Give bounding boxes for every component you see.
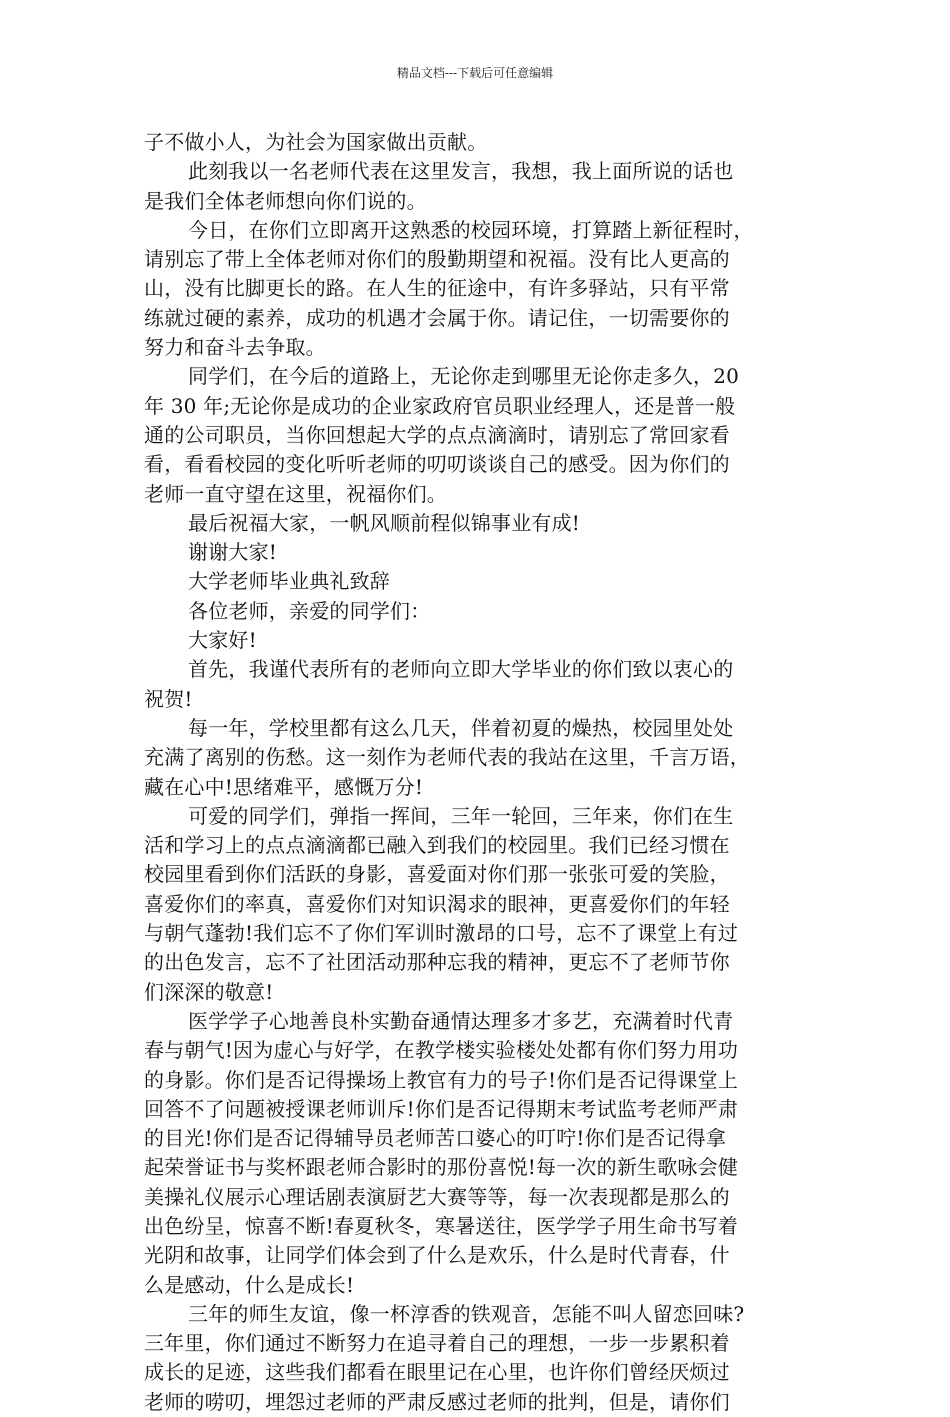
- text-line: 么是感动，什么是成长!: [144, 1272, 355, 1297]
- text-line: 请别忘了带上全体老师对你们的殷勤期望和祝福。没有比人更高的: [144, 247, 730, 272]
- text-line: 的目光!你们是否记得辅导员老师苦口婆心的叮咛!你们是否记得拿: [144, 1126, 727, 1151]
- text-line: 回答不了问题被授课老师训斥!你们是否记得期末考试监考老师严肃: [144, 1096, 739, 1121]
- text-line: 医学学子心地善良朴实勤奋通情达理多才多艺，充满着时代青: [188, 1008, 734, 1033]
- text-line: 是我们全体老师想向你们说的。: [144, 188, 427, 213]
- text-line: 充满了离别的伤愁。这一刻作为老师代表的我站在这里，千言万语，: [144, 745, 750, 770]
- text-line: 今日，在你们立即离开这熟悉的校园环境，打算踏上新征程时，: [188, 217, 754, 242]
- text-line: 喜爱你们的率真，喜爱你们对知识渴求的眼神，更喜爱你们的年轻: [144, 891, 730, 916]
- text-line: 可爱的同学们，弹指一挥间，三年一轮回，三年来，你们在生: [188, 803, 734, 828]
- text-line: 与朝气蓬勃!我们忘不了你们军训时激昂的口号，忘不了课堂上有过: [144, 921, 739, 946]
- text-line: 老师一直守望在这里，祝福你们。: [144, 481, 447, 506]
- text-line: 每一年，学校里都有这么几天，伴着初夏的燥热，校园里处处: [188, 715, 734, 740]
- text-line: 祝贺!: [144, 686, 193, 711]
- text-line: 各位老师，亲爱的同学们：: [188, 598, 431, 623]
- text-line: 的身影。你们是否记得操场上教官有力的号子!你们是否记得课堂上: [144, 1067, 739, 1092]
- text-line: 光阴和故事，让同学们体会到了什么是欢乐，什么是时代青春，什: [144, 1243, 730, 1268]
- text-line: 三年里，你们通过不断努力在追寻着自己的理想，一步一步累积着: [144, 1331, 730, 1356]
- text-line: 最后祝福大家，一帆风顺前程似锦事业有成!: [188, 510, 581, 535]
- text-line: 老师的唠叨，埋怨过老师的严肃反感过老师的批判，但是，请你们: [144, 1389, 730, 1414]
- text-line: 三年的师生友谊，像一杯淳香的铁观音，怎能不叫人留恋回味?: [188, 1301, 745, 1326]
- text-line: 山，没有比脚更长的路。在人生的征途中，有许多驿站，只有平常: [144, 276, 730, 301]
- text-line: 首先，我谨代表所有的老师向立即大学毕业的你们致以衷心的: [188, 657, 734, 682]
- text-line: 子不做小人，为社会为国家做出贡献。: [144, 130, 488, 154]
- document-body: [144, 128, 812, 1417]
- text-line: 藏在心中!思绪难平，感慨万分!: [144, 774, 424, 799]
- text-line: 活和学习上的点点滴滴都已融入到我们的校园里。我们已经习惯在: [144, 833, 730, 858]
- text-line: 春与朝气!因为虚心与好学，在教学楼实验楼处处都有你们努力用功: [144, 1038, 739, 1063]
- text-line: 此刻我以一名老师代表在这里发言，我想，我上面所说的话也: [188, 159, 734, 184]
- text-line: 同学们，在今后的道路上，无论你走到哪里无论你走多久，20: [188, 364, 740, 389]
- text-line: 校园里看到你们活跃的身影，喜爱面对你们那一张张可爱的笑脸，: [144, 862, 730, 887]
- text-line: 大学老师毕业典礼致辞: [188, 569, 390, 594]
- text-line: 出色纷呈，惊喜不断!春夏秋冬，寒暑送往，医学学子用生命书写着: [144, 1213, 739, 1238]
- text-line: 通的公司职员，当你回想起大学的点点滴滴时，请别忘了常回家看: [144, 422, 730, 447]
- page-header: 精品文档---下载后可任意编辑: [396, 66, 554, 80]
- text-line: 谢谢大家!: [188, 540, 278, 565]
- text-line: 的出色发言，忘不了社团活动那种忘我的精神，更忘不了老师节你: [144, 950, 730, 975]
- text-line: 练就过硬的素养，成功的机遇才会属于你。请记住，一切需要你的: [144, 305, 730, 330]
- text-line: 成长的足迹，这些我们都看在眼里记在心里，也许你们曾经厌烦过: [144, 1360, 730, 1385]
- text-line: 努力和奋斗去争取。: [144, 335, 326, 360]
- text-line: 大家好!: [188, 628, 257, 653]
- text-line: 年 30 年;无论你是成功的企业家政府官员职业经理人，还是普一般: [144, 393, 736, 418]
- text-line: 们深深的敬意!: [144, 979, 274, 1004]
- text-line: 看，看看校园的变化听听老师的叨叨谈谈自己的感受。因为你们的: [144, 452, 730, 477]
- text-line: 美操礼仪展示心理话剧表演厨艺大赛等等，每一次表现都是那么的: [144, 1184, 730, 1209]
- text-line: 起荣誉证书与奖杯跟老师合影时的那份喜悦!每一次的新生歌咏会健: [144, 1155, 739, 1180]
